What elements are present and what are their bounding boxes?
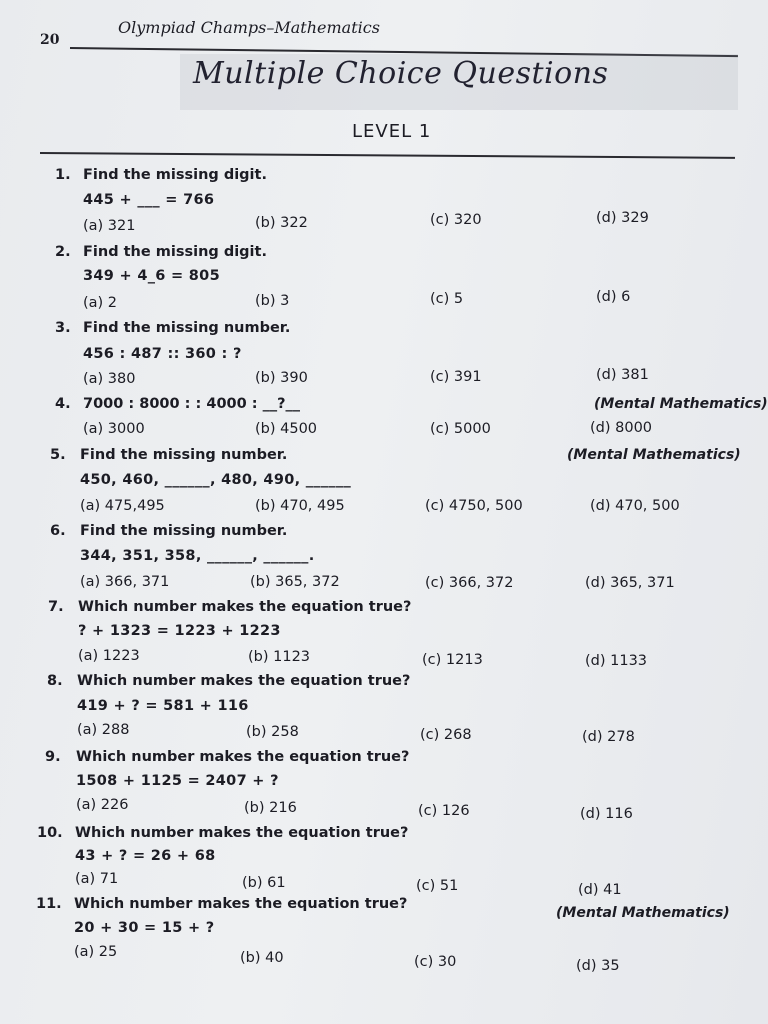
question-stem: Which number makes the equation true? — [75, 825, 409, 841]
question-expression: ? + 1323 = 1223 + 1223 — [78, 623, 281, 639]
question-expression: 344, 351, 358, ______, ______. — [80, 548, 315, 564]
mental-math-tag: (Mental Mathematics) — [556, 905, 730, 921]
option-b: (b) 40 — [240, 950, 284, 966]
option-c: (c) 320 — [430, 212, 482, 228]
option-d: (d) 8000 — [590, 420, 653, 436]
question-expression: 456 : 487 :: 360 : ? — [83, 346, 242, 362]
option-b: (b) 470, 495 — [255, 498, 345, 514]
option-d: (d) 365, 371 — [585, 575, 675, 591]
level-label: LEVEL 1 — [352, 121, 432, 142]
option-a: (a) 3000 — [83, 421, 145, 437]
question-stem: Which number makes the equation true? — [78, 599, 412, 615]
question-stem: Which number makes the equation true? — [77, 673, 411, 689]
option-c: (c) 5 — [430, 291, 464, 307]
option-a: (a) 2 — [83, 295, 118, 311]
option-d: (d) 470, 500 — [590, 498, 680, 514]
question-number: 5. — [50, 447, 66, 463]
question-number: 1. — [55, 167, 71, 183]
option-d: (d) 116 — [580, 806, 633, 822]
question-number: 9. — [45, 749, 61, 765]
option-b: (b) 365, 372 — [250, 574, 340, 590]
option-b: (b) 3 — [255, 293, 290, 309]
option-b: (b) 216 — [244, 800, 297, 816]
question-expression: 445 + ___ = 766 — [83, 192, 215, 208]
option-c: (c) 30 — [414, 954, 457, 970]
question-stem: Which number makes the equation true? — [76, 749, 410, 765]
option-a: (a) 380 — [83, 371, 136, 387]
option-a: (a) 475,495 — [80, 498, 165, 514]
question-expression: 419 + ? = 581 + 116 — [77, 698, 249, 714]
option-a: (a) 25 — [74, 944, 118, 960]
option-d: (d) 329 — [596, 210, 649, 226]
option-d: (d) 1133 — [585, 653, 648, 669]
option-c: (c) 366, 372 — [425, 575, 514, 591]
question-stem: Find the missing digit. — [83, 167, 267, 183]
option-b: (b) 390 — [255, 370, 308, 386]
option-a: (a) 1223 — [78, 648, 140, 664]
mental-math-tag: (Mental Mathematics) — [567, 447, 741, 463]
page-number: 20 — [40, 32, 60, 48]
option-a: (a) 288 — [77, 722, 130, 738]
option-a: (a) 321 — [83, 218, 136, 234]
option-a: (a) 226 — [76, 797, 129, 813]
option-d: (d) 381 — [596, 367, 649, 383]
question-number: 8. — [47, 673, 63, 689]
option-b: (b) 322 — [255, 215, 308, 231]
question-number: 4. — [55, 396, 71, 412]
question-stem: Find the missing number. — [83, 320, 291, 336]
question-stem: Find the missing number. — [80, 447, 288, 463]
option-d: (d) 278 — [582, 729, 635, 745]
question-expression: 349 + 4_6 = 805 — [83, 268, 220, 284]
question-stem: Find the missing digit. — [83, 244, 267, 260]
option-a: (a) 71 — [75, 871, 119, 887]
book-title: Olympiad Champs–Mathematics — [118, 18, 380, 37]
option-d: (d) 6 — [596, 289, 631, 305]
question-number: 6. — [50, 523, 66, 539]
option-b: (b) 4500 — [255, 421, 318, 437]
question-number: 7. — [48, 599, 64, 615]
option-c: (c) 4750, 500 — [425, 498, 523, 514]
question-expression: 20 + 30 = 15 + ? — [74, 920, 215, 936]
option-c: (c) 126 — [418, 803, 470, 819]
question-number: 11. — [36, 896, 62, 912]
question-expression: 1508 + 1125 = 2407 + ? — [76, 773, 279, 789]
option-b: (b) 1123 — [248, 649, 311, 665]
question-number: 10. — [37, 825, 63, 841]
question-expression: 450, 460, ______, 480, 490, ______ — [80, 472, 352, 488]
question-stem: Find the missing number. — [80, 523, 288, 539]
option-a: (a) 366, 371 — [80, 574, 170, 590]
option-c: (c) 51 — [416, 878, 459, 894]
question-expression: 43 + ? = 26 + 68 — [75, 848, 216, 864]
option-c: (c) 1213 — [422, 652, 483, 668]
question-stem: 7000 : 8000 : : 4000 : __?__ — [83, 396, 301, 412]
mental-math-tag: (Mental Mathematics) — [594, 396, 768, 412]
question-number: 3. — [55, 320, 71, 336]
question-number: 2. — [55, 244, 71, 260]
section-title: Multiple Choice Questions — [193, 56, 609, 91]
option-c: (c) 268 — [420, 727, 472, 743]
option-c: (c) 5000 — [430, 421, 491, 437]
option-b: (b) 61 — [242, 875, 286, 891]
option-d: (d) 41 — [578, 882, 622, 898]
option-c: (c) 391 — [430, 369, 482, 385]
question-stem: Which number makes the equation true? — [74, 896, 408, 912]
option-d: (d) 35 — [576, 958, 620, 974]
option-b: (b) 258 — [246, 724, 299, 740]
